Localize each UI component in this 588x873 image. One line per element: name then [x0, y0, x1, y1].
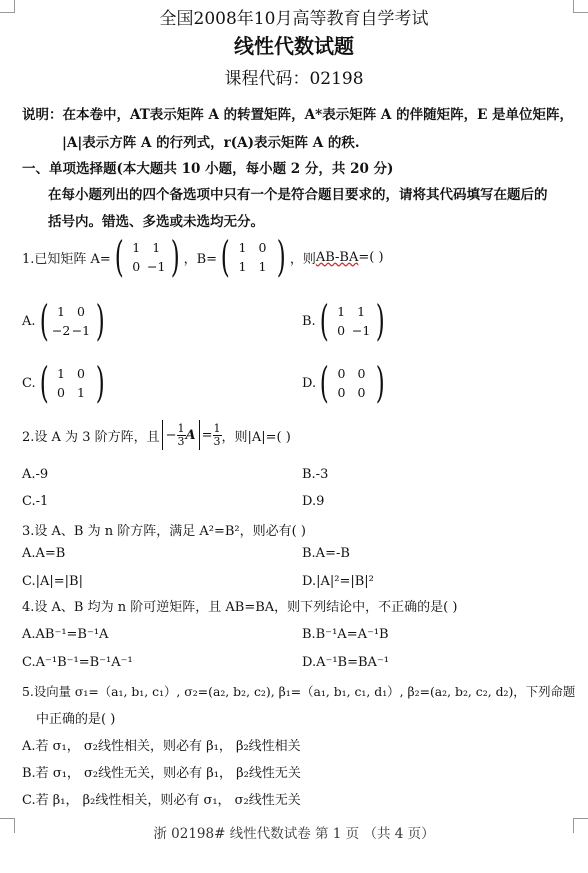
q3-option-c: C.|A|=|B|: [22, 574, 83, 589]
matrix-cell: 0: [337, 385, 346, 400]
q4-option-c: C.A⁻¹B⁻¹=B⁻¹A⁻¹: [22, 655, 133, 670]
matrix-cell: 0: [76, 304, 85, 319]
exam-header: 全国2008年10月高等教育自学考试: [159, 9, 429, 29]
matrix-A: [111, 232, 184, 281]
matrix-B: [217, 232, 290, 281]
q1-prefix: 1.已知矩阵 A=: [22, 251, 111, 267]
matrix-cell: −2: [51, 323, 71, 338]
matrix-cell: −1: [351, 323, 371, 338]
option-label: D.: [302, 375, 317, 391]
fraction-numerator: 1: [177, 421, 185, 435]
matrix-cell: 1: [238, 240, 247, 255]
q1-mid: ，B=: [183, 251, 218, 267]
question-4-stem: 4.设 A、B 均为 n 阶可逆矩阵，且 AB=BA，则下列结论中，不正确的是( ): [22, 600, 458, 615]
q4-option-a: A.AB⁻¹=B⁻¹A: [22, 627, 109, 642]
q1-option-b: [302, 296, 388, 345]
matrix-symbol: A: [185, 427, 196, 443]
matrix-cell: 1: [56, 304, 65, 319]
q3-option-a: A.A=B: [22, 546, 66, 561]
right-paren: ): [170, 232, 180, 281]
option-label: B.: [302, 313, 316, 329]
q3-option-d: D.|A|²=|B|²: [302, 574, 374, 589]
matrix-cell: 1: [258, 259, 267, 274]
matrix-cell: 1: [57, 366, 65, 381]
question-2-stem: [22, 420, 291, 450]
matrix-cell: 1: [357, 304, 366, 319]
q3-option-b: B.A=-B: [302, 546, 350, 561]
fraction-denominator: 3: [177, 434, 185, 448]
fraction: [177, 423, 186, 448]
section-heading: 一、单项选择题(本大题共 10 小题，每小题 2 分，共 20 分): [22, 161, 394, 177]
right-paren: ): [277, 232, 287, 281]
left-paren: (: [220, 232, 230, 281]
q2-option-d: D.9: [302, 494, 325, 509]
q2-option-b: B.-3: [302, 467, 329, 482]
fraction-denominator: 3: [213, 434, 221, 448]
section-instructions-2: 括号内。错选、多选或未选均无分。: [48, 214, 264, 230]
fraction: [213, 423, 222, 448]
matrix-cell: 0: [258, 240, 267, 255]
course-code: 课程代码：02198: [224, 69, 364, 89]
matrix-cell: 0: [132, 259, 141, 274]
matrix-cell: 1: [337, 304, 346, 319]
section-instructions-1: 在每小题列出的四个备选项中只有一个是符合题目要求的，请将其代码填写在题后的: [48, 187, 548, 203]
q1-option-a: [22, 296, 108, 345]
left-paren: (: [39, 358, 49, 407]
q1-expression: AB-BA: [315, 249, 359, 265]
notes-line-1: 说明：在本卷中，AT表示矩阵 A 的转置矩阵，A*表示矩阵 A 的伴随矩阵，E 是单位矩阵，: [22, 107, 574, 123]
q1-option-c: [22, 358, 108, 407]
option-label: A.: [22, 313, 36, 329]
option-label: C.: [22, 375, 36, 391]
q4-option-b: B.B⁻¹A=A⁻¹B: [302, 627, 389, 642]
right-paren: ): [95, 296, 105, 345]
matrix-cell: 1: [152, 240, 161, 255]
q2-suffix: ，则|A|=( ): [221, 429, 291, 445]
matrix-cell: 0: [337, 323, 346, 338]
q1-suffix: ，则: [289, 251, 316, 267]
question-3-stem: 3.设 A、B 为 n 阶方阵，满足 A²=B²，则必有( ): [22, 524, 306, 539]
q2-option-a: A.-9: [22, 467, 49, 482]
right-paren: ): [375, 296, 385, 345]
matrix-cell: 0: [357, 385, 366, 400]
q1-answer-blank: =( ): [358, 249, 384, 265]
matrix-cell: 1: [132, 240, 141, 255]
option-matrix: [316, 358, 389, 407]
fraction-numerator: 1: [213, 421, 221, 435]
matrix-cell: −1: [147, 259, 166, 274]
matrix-cell: −1: [71, 323, 91, 338]
left-paren: (: [114, 232, 124, 281]
q4-option-d: D.A⁻¹B=BA⁻¹: [302, 655, 390, 670]
left-paren: (: [319, 296, 329, 345]
question-5-stem-1: 5.设向量 σ₁=（a₁, b₁, c₁）, σ₂=(a₂, b₂, c₂), β₁=（a₁, b₁, c₁, d₁）, β₂=(a₂, b₂, c₂, d₂)，下列命题: [22, 684, 576, 699]
notes-line-2: |A|表示方阵 A 的行列式，r(A)表示矩阵 A 的秩.: [62, 135, 360, 151]
matrix-cell: 1: [77, 385, 85, 400]
q2-prefix: 2.设 A 为 3 阶方阵，且: [22, 429, 160, 445]
page-footer: 浙 02198# 线性代数试卷 第 1 页 （共 4 页）: [153, 826, 435, 842]
option-matrix: [316, 296, 389, 345]
q1-option-d: [302, 358, 389, 407]
matrix-cell: 0: [357, 366, 366, 381]
equals-sign: =: [201, 427, 213, 443]
left-paren: (: [319, 358, 329, 407]
right-paren: ): [376, 358, 386, 407]
option-matrix: [36, 296, 109, 345]
matrix-cell: 0: [57, 385, 65, 400]
q5-option-b: B.若 σ₁， σ₂线性无关，则必有 β₁， β₂线性无关: [22, 766, 301, 781]
page-title: 线性代数试题: [234, 34, 354, 58]
question-1-stem: [22, 232, 384, 281]
matrix-cell: 0: [77, 366, 85, 381]
left-paren: (: [39, 296, 49, 345]
matrix-cell: 1: [238, 259, 247, 274]
question-5-stem-2: 中正确的是( ): [36, 712, 116, 727]
matrix-cell: 0: [337, 366, 346, 381]
option-matrix: [36, 358, 109, 407]
q5-option-a: A.若 σ₁， σ₂线性相关，则必有 β₁， β₂线性相关: [22, 739, 301, 754]
q2-option-c: C.-1: [22, 494, 49, 509]
q5-option-c: C.若 β₁， β₂线性相关，则必有 σ₁， σ₂线性无关: [22, 793, 301, 808]
determinant-bars: − $\frac{1}{3}$ A: [162, 420, 200, 450]
right-paren: ): [95, 358, 105, 407]
